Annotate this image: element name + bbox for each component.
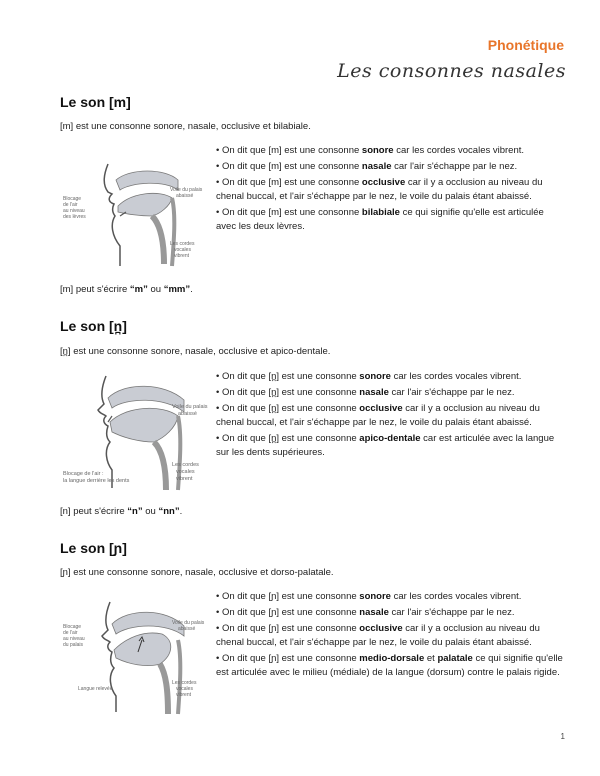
bullet-list [216,144,566,236]
page-number: 1 [560,732,565,741]
diagram-label-palate: Voile du palais abaissé [172,404,208,417]
bullet-item: • On dit que [ɲ] est une consonne medio-dorsale et palatale ce qui signifie qu'elle est articulée avec le milieu (médiale) de la langue (dorsum) contre le palais rigide. [216,653,563,678]
diagram-label-left: Blocage de l'air : la langue derrière les dents [63,471,130,484]
bullet-item: • On dit que [n̪] est une consonne sonore car les cordes vocales vibrent. [216,371,522,382]
mouth-diagram-dorso-palatal [60,594,210,719]
section-m [60,94,570,304]
section-intro: [ɲ] est une consonne sonore, nasale, occlusive et dorso-palatale. [60,567,334,578]
bullet-item: • On dit que [m] est une consonne nasale car l'air s'échappe par le nez. [216,161,518,172]
diagram-label-cords: Les cordes vocales vibrent [172,680,197,698]
section-heading: Le son [m] [60,94,131,110]
bullet-item: • On dit que [ɲ] est une consonne sonore car les cordes vocales vibrent. [216,591,522,602]
diagram-label-left: Blocage de l'air au niveau des lèvres [63,196,86,220]
mouth-diagram-apico-dental [60,370,210,495]
bullet-item: • On dit que [m] est une consonne occlusive car il y a occlusion au niveau du chenal buccal, et l'air s'échappe par le nez, le voile du palais étant abaissé. [216,177,543,202]
bullet-item: • On dit que [ɲ] est une consonne nasale car l'air s'échappe par le nez. [216,607,515,618]
diagram-label-bottom: Langue relevée [78,686,113,692]
bullet-list [216,590,566,682]
section-intro: [m] est une consonne sonore, nasale, occlusive et bilabiale. [60,121,311,132]
diagram-label-cords: Les cordes vocales vibrent [172,462,199,482]
diagram-label-palate: Voile du palais abaissé [172,620,205,632]
section-heading: Le son [n̪] [60,318,127,334]
bullet-item: • On dit que [n̪] est une consonne nasale car l'air s'échappe par le nez. [216,387,515,398]
section-n-palatal [60,540,570,725]
section-intro: [n̪] est une consonne sonore, nasale, occlusive et apico-dentale. [60,346,331,357]
bullet-list [216,370,566,462]
header-subtitle: Les consonnes nasales [337,60,566,82]
mouth-diagram-bilabial [60,154,210,279]
header-title: Phonétique [487,37,564,53]
bullet-item: • On dit que [ɲ] est une consonne occlusive car il y a occlusion au niveau du chenal buccal, et l'air s'échappe par le nez, le voile du palais étant abaissé. [216,623,540,648]
bullet-item: • On dit que [m] est une consonne sonore car les cordes vocales vibrent. [216,145,525,156]
diagram-label-left: Blocage de l'air au niveau du palais [63,624,85,648]
bullet-item: • On dit que [m] est une consonne bilabiale ce qui signifie qu'elle est articulée avec les deux lèvres. [216,207,544,232]
bullet-item: • On dit que [n̪] est une consonne occlusive car il y a occlusion au niveau du chenal buccal, et l'air s'échappe par le nez, le voile du palais étant abaissé. [216,403,540,428]
bullet-item: • On dit que [n̪] est une consonne apico-dentale car est articulée avec la langue sur les dents supérieures. [216,433,555,458]
section-n-dental [60,318,570,523]
diagram-label-cords: Les cordes vocales vibrent [170,241,195,259]
diagram-label-palate: Voile du palais abaissé [170,187,203,199]
section-heading: Le son [ɲ] [60,540,127,556]
spelling-note: [m] peut s'écrire “m” ou “mm”. [60,284,193,295]
spelling-note: [n] peut s'écrire “n” ou “nn”. [60,506,183,517]
